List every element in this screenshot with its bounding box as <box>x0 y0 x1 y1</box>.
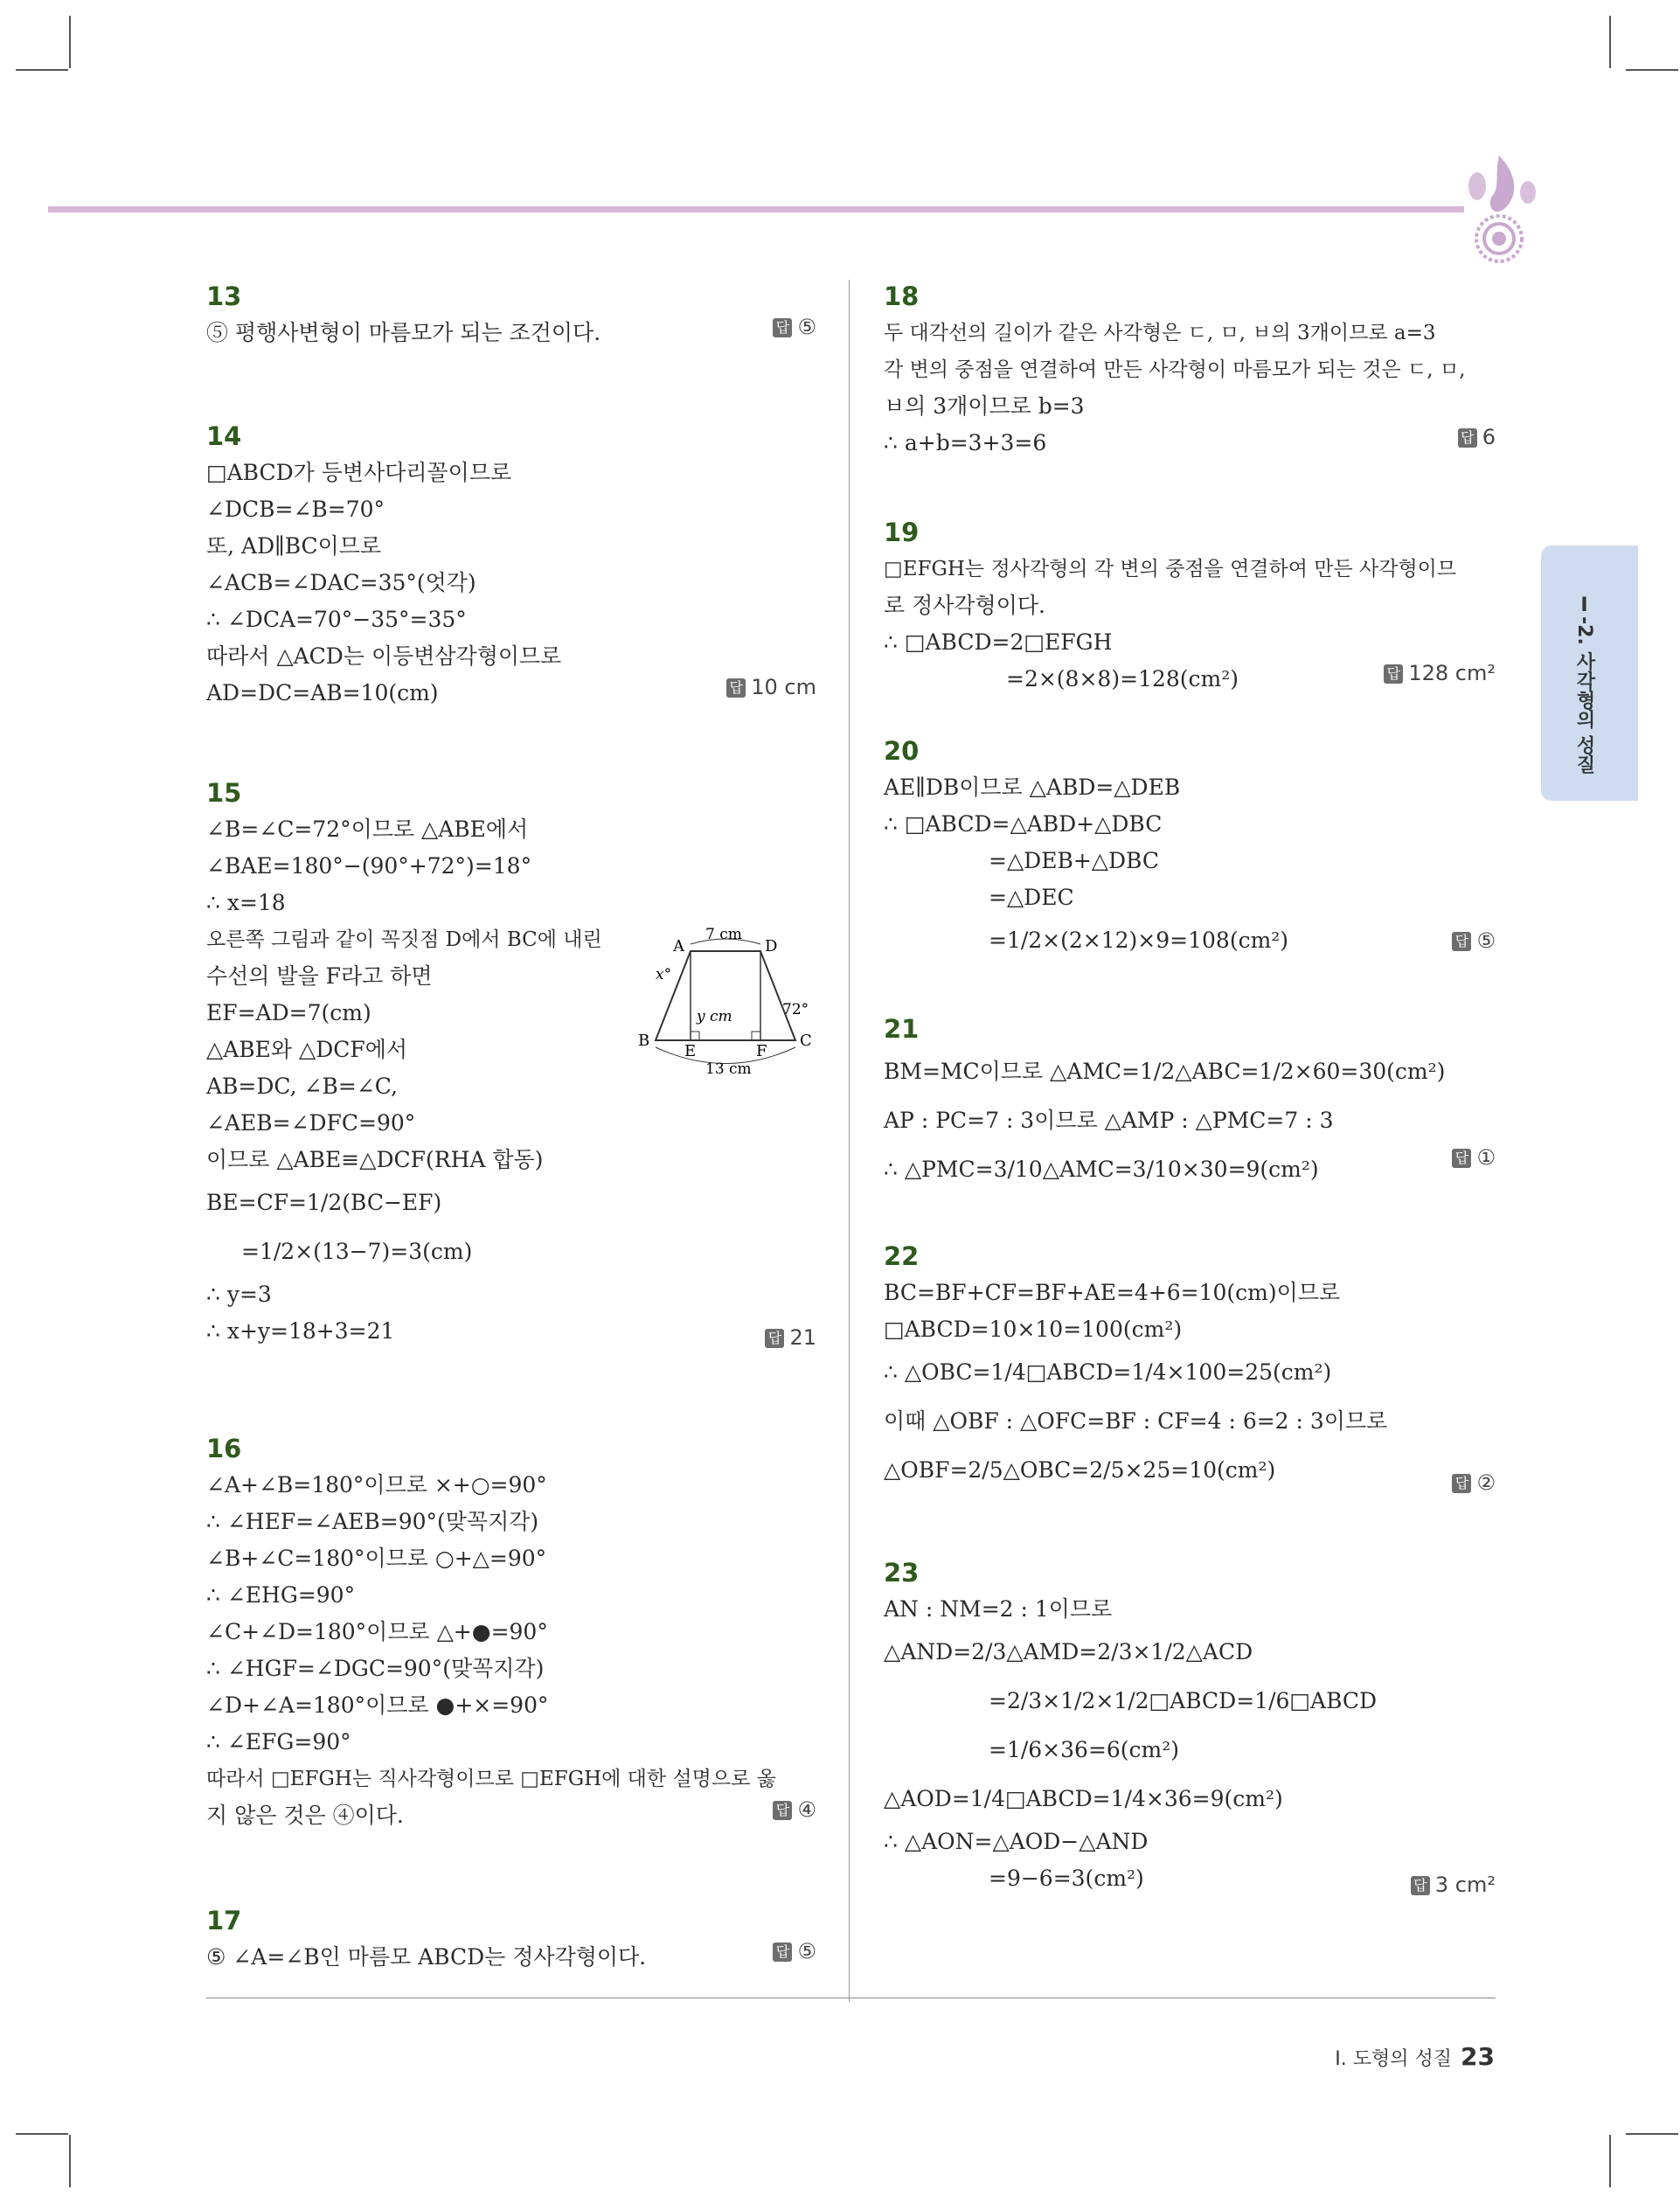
answer <box>1384 661 1496 685</box>
answer-value: 128 cm² <box>1408 661 1496 685</box>
solution-line: ∴ x=18 <box>206 890 286 915</box>
problem-number: 16 <box>206 1434 242 1463</box>
answer <box>1452 928 1496 953</box>
answer <box>765 1325 816 1350</box>
answer-value: 10 cm <box>751 675 816 699</box>
answer-badge: 답 <box>1452 1149 1471 1168</box>
header-rule <box>48 206 1464 212</box>
crop-mark <box>16 2133 68 2135</box>
length-y-label: y cm <box>697 1008 732 1025</box>
answer-value: ⑤ <box>797 1939 816 1963</box>
solution-line: EF=AD=7(cm) <box>206 1000 371 1025</box>
crop-mark <box>1609 2135 1611 2187</box>
answer <box>773 1797 816 1822</box>
answer-value: ① <box>1476 1145 1496 1170</box>
answer-badge: 답 <box>1452 1474 1471 1493</box>
problem-number: 22 <box>884 1241 920 1271</box>
crop-mark <box>69 16 71 68</box>
angle-c-label: 72° <box>782 1001 809 1018</box>
solution-line: =2/3×1/2×1/2□ABCD=1/6□ABCD <box>989 1688 1378 1713</box>
solution-line: =△DEB+△DBC <box>989 848 1160 873</box>
problem-number: 20 <box>884 736 920 766</box>
solution-line: ⑤ ∠A=∠B인 마름모 ABCD는 정사각형이다. <box>206 1944 647 1970</box>
page-number: 23 <box>1461 2042 1495 2071</box>
solution-line: □EFGH는 정사각형의 각 변의 중점을 연결하여 만든 사각형이므 <box>884 558 1457 580</box>
problem-23 <box>884 1554 1496 1922</box>
answer <box>1452 1145 1496 1170</box>
solution-line: ∴ ∠EFG=90° <box>206 1729 351 1755</box>
answer <box>1452 1470 1496 1495</box>
problem-22 <box>884 1238 1496 1554</box>
solution-line: =1/2×(2×12)×9=108(cm²) <box>989 928 1289 953</box>
problem-15 <box>206 775 816 1430</box>
solution-line: ∴ a+b=3+3=6 <box>884 430 1047 455</box>
problem-17 <box>206 1902 816 1981</box>
problem-16 <box>206 1430 816 1902</box>
trapezoid-figure <box>634 918 826 1084</box>
solution-line: ∴ ∠EHG=90° <box>206 1582 356 1608</box>
solution-line: ∠AEB=∠DFC=90° <box>206 1110 416 1136</box>
crop-mark <box>1626 69 1678 71</box>
solution-line: 두 대각선의 길이가 같은 사각형은 ㄷ, ㅁ, ㅂ의 3개이므로 a=3 <box>884 322 1436 344</box>
problem-20 <box>884 733 1496 1011</box>
solution-line: AN : NM=2 : 1이므로 <box>884 1596 1113 1622</box>
solution-line: 오른쪽 그림과 같이 꼭짓점 D에서 BC에 내린 <box>206 928 602 951</box>
answer <box>1411 1873 1496 1897</box>
answer <box>773 315 816 339</box>
crop-mark <box>1626 2133 1678 2135</box>
angle-x-label: x° <box>656 966 672 983</box>
solution-line: ∴ x+y=18+3=21 <box>206 1318 395 1344</box>
solution-line: 지 않은 것은 ④이다. <box>206 1803 404 1828</box>
vertex-label-c: C <box>800 1032 812 1050</box>
problem-number: 21 <box>884 1014 920 1044</box>
chapter-side-tab-label: Ⅰ-2. 사각형의 성질 <box>1573 594 1595 775</box>
solution-line: 이때 △OBF : △OFC=BF : CF=4 : 6=2 : 3이므로 <box>884 1408 1388 1434</box>
solution-line: △AOD=1/4□ABCD=1/4×36=9(cm²) <box>884 1786 1283 1811</box>
top-length-label: 7 cm <box>705 926 742 943</box>
solution-line: ∠B=∠C=72°이므로 △ABE에서 <box>206 817 529 842</box>
solution-line: BM=MC이므로 △AMC=1/2△ABC=1/2×60=30(cm²) <box>884 1059 1446 1084</box>
solution-line: BC=BF+CF=BF+AE=4+6=10(cm)이므로 <box>884 1280 1341 1305</box>
solution-line: AE∥DB이므로 △ABD=△DEB <box>884 775 1181 800</box>
answer-badge: 답 <box>765 1329 784 1348</box>
solution-line: =1/2×(13−7)=3(cm) <box>241 1239 473 1264</box>
solution-line: =2×(8×8)=128(cm²) <box>1006 666 1239 691</box>
problem-13 <box>206 278 816 418</box>
column-divider <box>849 280 850 2002</box>
solution-line: AB=DC, ∠B=∠C, <box>206 1074 398 1099</box>
solution-line: 이므로 △ABE≡△DCF(RHA 합동) <box>206 1147 544 1172</box>
bottom-length-label: 13 cm <box>705 1060 752 1078</box>
page-footer <box>1335 2042 1495 2071</box>
solution-line: 따라서 △ACD는 이등변삼각형이므로 <box>206 643 562 669</box>
problem-21 <box>884 1011 1496 1238</box>
solution-line: BE=CF=1/2(BC−EF) <box>206 1190 442 1215</box>
vertex-label-f: F <box>756 1042 767 1060</box>
answer-badge: 답 <box>1411 1876 1430 1895</box>
solution-line: 또, AD∥BC이므로 <box>206 533 382 559</box>
footer-section-title: Ⅰ. 도형의 성질 <box>1335 2048 1453 2070</box>
problem-number: 13 <box>206 281 242 311</box>
solution-line: =1/6×36=6(cm²) <box>989 1737 1180 1762</box>
solution-line: ∠DCB=∠B=70° <box>206 497 385 522</box>
problem-number: 19 <box>884 518 920 547</box>
solution-line: 수선의 발을 F라고 하면 <box>206 963 433 989</box>
solution-line: ∠A+∠B=180°이므로 ×+○=90° <box>206 1472 547 1498</box>
answer-value: 3 cm² <box>1434 1873 1496 1897</box>
vertex-label-e: E <box>684 1042 697 1060</box>
answer-badge: 답 <box>726 678 746 698</box>
problem-14 <box>206 418 816 775</box>
solution-line: ∠BAE=180°−(90°+72°)=18° <box>206 853 532 879</box>
solution-line: ∴ □ABCD=2□EFGH <box>884 629 1113 655</box>
vertex-label-b: B <box>638 1032 650 1050</box>
solution-line: □ABCD=10×10=100(cm²) <box>884 1317 1183 1342</box>
crop-mark <box>69 2135 71 2187</box>
solution-line: 각 변의 중점을 연결하여 만든 사각형이 마름모가 되는 것은 ㄷ, ㅁ, <box>884 358 1466 381</box>
problem-number: 17 <box>206 1906 242 1935</box>
answer <box>1458 425 1496 449</box>
solution-line: ∴ △AON=△AOD−△AND <box>884 1829 1149 1854</box>
answer-value: ② <box>1476 1470 1496 1495</box>
answer <box>726 675 816 699</box>
solution-line: ∴ ∠HEF=∠AEB=90°(맞꼭지각) <box>206 1509 539 1534</box>
solution-line: ∴ □ABCD=△ABD+△DBC <box>884 811 1163 837</box>
solution-line: △OBF=2/5△OBC=2/5×25=10(cm²) <box>884 1457 1276 1483</box>
right-column <box>884 278 1496 1922</box>
solution-line: ∠ACB=∠DAC=35°(엇각) <box>206 570 476 595</box>
solution-line: ∠D+∠A=180°이므로 ●+×=90° <box>206 1692 549 1718</box>
solution-line: AD=DC=AB=10(cm) <box>206 680 439 705</box>
answer <box>773 1939 816 1963</box>
problem-number: 23 <box>884 1558 920 1588</box>
solution-line: 로 정사각형이다. <box>884 593 1045 618</box>
answer-badge: 답 <box>1384 664 1403 684</box>
solution-line: △AND=2/3△AMD=2/3×1/2△ACD <box>884 1639 1253 1664</box>
answer-badge: 답 <box>773 1801 792 1820</box>
problem-number: 14 <box>206 421 242 451</box>
answer-badge: 답 <box>1452 932 1471 951</box>
answer-value: ⑤ <box>797 315 816 339</box>
answer-badge: 답 <box>773 1942 792 1962</box>
problem-number: 18 <box>884 281 920 311</box>
solution-line: ㅂ의 3개이므로 b=3 <box>884 393 1085 419</box>
solution-line: ⑤ 평행사변형이 마름모가 되는 조건이다. <box>206 320 601 345</box>
crop-mark <box>1609 16 1611 68</box>
answer-badge: 답 <box>1458 428 1477 448</box>
problem-18 <box>884 278 1496 514</box>
solution-line: AP : PC=7 : 3이므로 △AMP : △PMC=7 : 3 <box>884 1108 1334 1133</box>
problem-number: 15 <box>206 778 242 808</box>
solution-line: 따라서 □EFGH는 직사각형이므로 □EFGH에 대한 설명으로 옳 <box>206 1768 776 1790</box>
solution-line: ∠B+∠C=180°이므로 ○+△=90° <box>206 1546 547 1571</box>
solution-line: ∴ y=3 <box>206 1282 272 1307</box>
answer-value: 21 <box>789 1325 816 1350</box>
solution-line: ∴ △OBC=1/4□ABCD=1/4×100=25(cm²) <box>884 1359 1332 1385</box>
crop-mark <box>16 69 68 71</box>
answer-value: ⑤ <box>1476 928 1496 953</box>
answer-badge: 답 <box>773 318 792 337</box>
vertex-label-d: D <box>765 937 778 956</box>
flower-drop-ornament-icon <box>1451 147 1547 269</box>
solution-line: ∠C+∠D=180°이므로 △+●=90° <box>206 1619 548 1644</box>
solution-line: ∴ △PMC=3/10△AMC=3/10×30=9(cm²) <box>884 1157 1319 1182</box>
solution-line: ∴ ∠DCA=70°−35°=35° <box>206 607 467 632</box>
solution-line: ∴ ∠HGF=∠DGC=90°(맞꼭지각) <box>206 1656 545 1681</box>
left-column <box>206 278 816 1981</box>
solution-line: □ABCD가 등변사다리꼴이므로 <box>206 460 512 485</box>
problem-19 <box>884 514 1496 733</box>
vertex-label-a: A <box>673 937 684 956</box>
answer-value: 6 <box>1482 425 1496 449</box>
answer-value: ④ <box>797 1797 816 1822</box>
solution-line: =△DEC <box>989 885 1074 910</box>
solution-line: △ABE와 △DCF에서 <box>206 1037 408 1062</box>
solution-line: =9−6=3(cm²) <box>989 1866 1144 1891</box>
